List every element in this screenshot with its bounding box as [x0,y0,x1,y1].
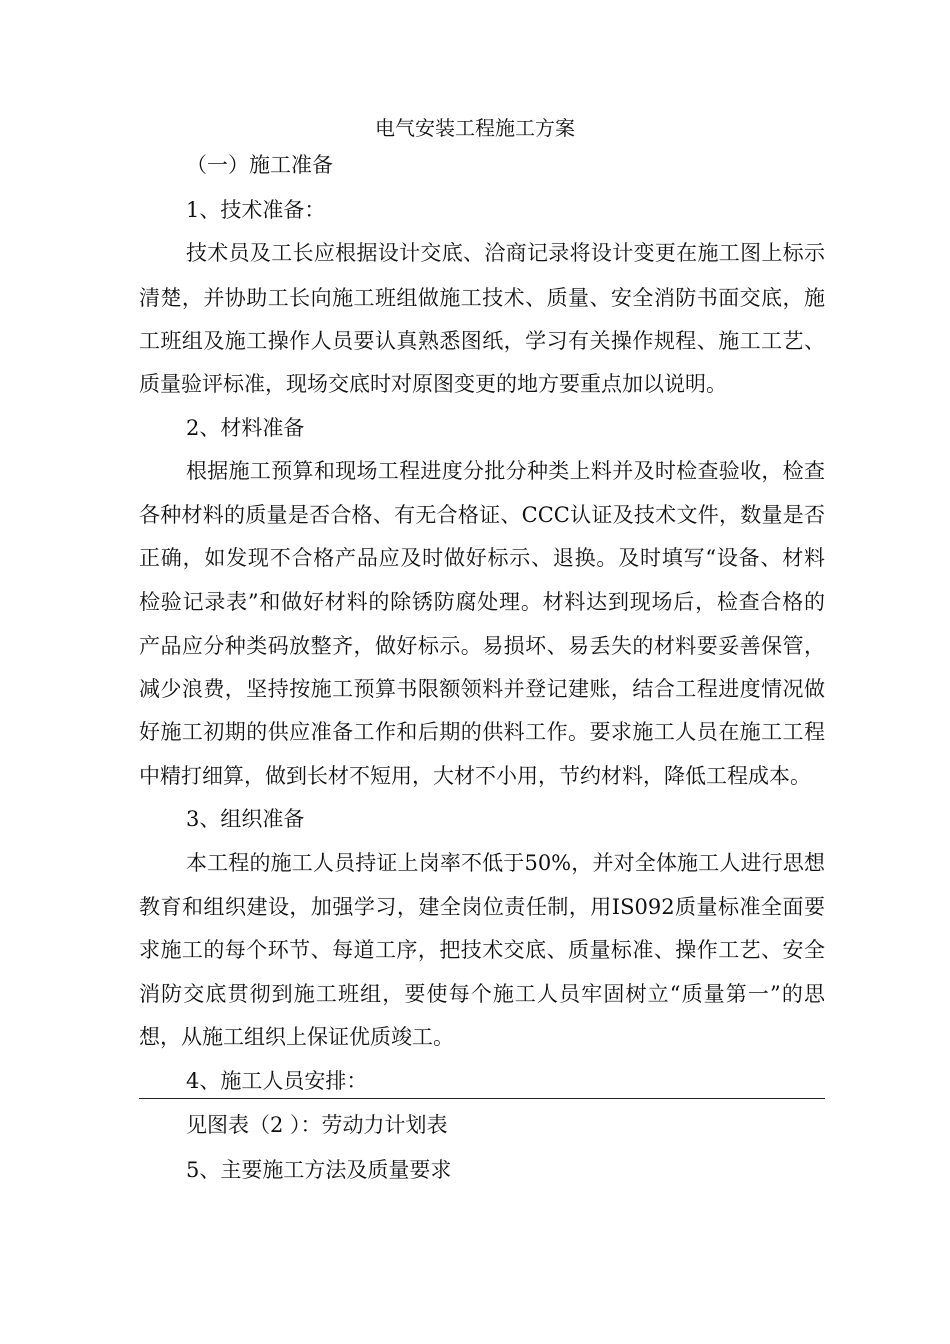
paragraph-line: 工班组及施工操作人员要认真熟悉图纸，学习有关操作规程、施工工艺、 [139,329,825,353]
subheading-construction-methods: 5、主要施工方法及质量要求 [186,1158,452,1182]
document-title: 电气安装工程施工方案 [375,116,575,140]
paragraph-line: 各种材料的质量是否合格、有无合格证、CCC认证及技术文件，数量是否 [139,503,825,527]
subheading-material-preparation: 2、材料准备 [186,416,305,440]
paragraph-line: 教育和组织建设，加强学习，建全岗位责任制，用IS092质量标准全面要 [139,895,825,919]
section-heading-construction-preparation: （一）施工准备 [186,153,333,177]
paragraph-line: 质量验评标准，现场交底时对原图变更的地方要重点加以说明。 [139,372,727,396]
paragraph-line: 正确，如发现不合格产品应及时做好标示、退换。及时填写“设备、材料 [139,546,825,570]
paragraph-line: 消防交底贯彻到施工班组，要使每个施工人员牢固树立“质量第一”的思 [139,982,825,1006]
subheading-organization-preparation: 3、组织准备 [186,807,305,831]
paragraph-line: 技术员及工长应根据设计交底、洽商记录将设计变更在施工图上标示 [186,241,825,265]
paragraph-line: 中精打细算，做到长材不短用，大材不小用，节约材料，降低工程成本。 [139,764,811,788]
subheading-technical-preparation: 1、技术准备： [186,198,326,222]
paragraph-line: 好施工初期的供应准备工作和后期的供料工作。要求施工人员在施工工程 [139,720,825,744]
paragraph-line: 清楚，并协助工长向施工班组做施工技术、质量、安全消防书面交底，施 [139,286,825,310]
paragraph-line: 减少浪费，坚持按施工预算书限额领料并登记建账，结合工程进度情况做 [139,677,825,701]
paragraph-line: 想，从施工组织上保证优质竣工。 [139,1025,454,1049]
subheading-staffing: 4、施工人员安排： [186,1069,368,1093]
paragraph-line: 求施工的每个环节、每道工序，把技术交底、质量标准、操作工艺、安全 [139,938,825,962]
horizontal-rule [139,1098,825,1099]
paragraph-line: 检验记录表”和做好材料的除锈防腐处理。材料达到现场后，检查合格的 [139,590,825,614]
figure-reference: 见图表（2 ）：劳动力计划表 [186,1113,448,1137]
paragraph-line: 根据施工预算和现场工程进度分批分种类上料并及时检查验收，检查 [186,459,825,483]
paragraph-line: 产品应分种类码放整齐，做好标示。易损坏、易丢失的材料要妥善保管， [139,634,825,658]
paragraph-line: 本工程的施工人员持证上岗率不低于50%，并对全体施工人进行思想 [186,851,825,875]
